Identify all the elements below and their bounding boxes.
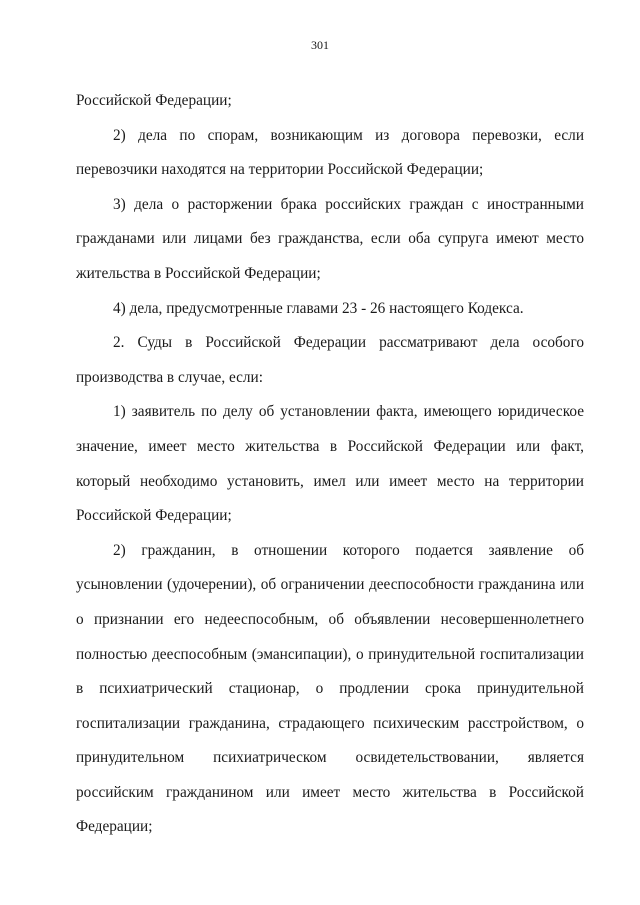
paragraph-item-2-transport: 2) дела по спорам, возникающим из договора перевозки, если перевозчики находятся на территории Российской Федерации; (76, 126, 584, 179)
paragraph-item-3-divorce: 3) дела о расторжении брака российских граждан с иностранными гражданами или лицами без гражданства, если оба супруга имеют место жительства в Российской Федерации; (76, 195, 584, 282)
paragraph-item-2-citizen: 2) гражданин, в отношении которого подается заявление об усыновлении (удочерении), об ограничении дееспособности гражданина или о признании его недееспособным, об объявлении несовершеннолетнего полностью дееспособным (эмансипации), о принудительной госпитализации в психиатрический стационар, о продлении срока принудительной госпитализации гражданина, страдающего психическим расстройством, о принудительном психиатрическом освидетельствовании, является российским гражданином или имеет место жительства в Российской Федерации; (76, 541, 584, 836)
paragraph-section-2: 2. Суды в Российской Федерации рассматривают дела особого производства в случае, если: (76, 334, 584, 386)
document-body (76, 84, 584, 845)
page-number: 301 (311, 38, 329, 52)
paragraph-continuation: Российской Федерации; (76, 92, 232, 109)
paragraph-item-4-chapters: 4) дела, предусмотренные главами 23 - 26 настоящего Кодекса. (113, 299, 524, 317)
paragraph-item-1-applicant: 1) заявитель по делу об установлении факта, имеющего юридическое значение, имеет место жительства в Российской Федерации или факт, который необходимо установить, имел или имеет место на территории Российской Федерации; (76, 403, 584, 525)
